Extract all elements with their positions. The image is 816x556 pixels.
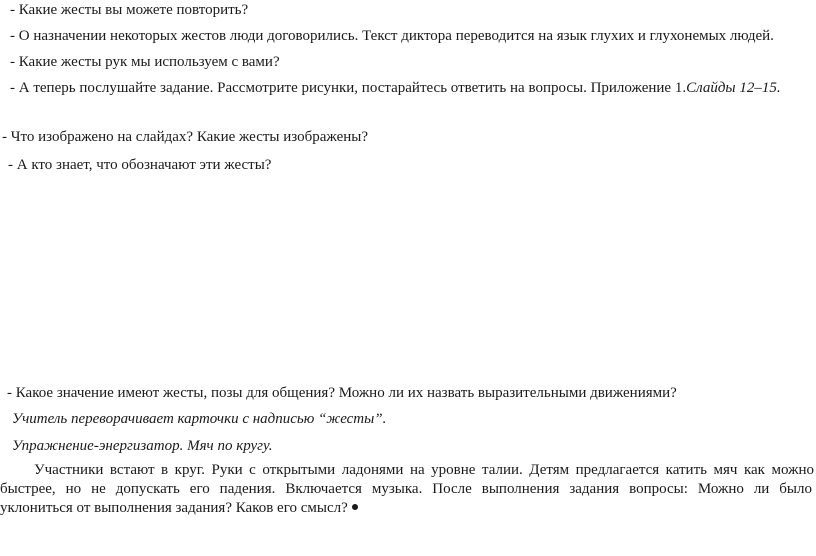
text-line-1: - Какие жесты вы можете повторить? [10,2,249,18]
text-line-4 [10,79,781,97]
paragraph-line-3-text: уклониться от выполнения задания? Каков его смысл? [0,500,348,516]
text-line-8-c: . [382,411,387,427]
text-line-4-main: - А теперь послушайте задание. Рассмотрите рисунки, постарайтесь ответить на вопросы. Приложение 1. [10,80,687,96]
text-line-5: - Что изображено на слайдах? Какие жесты изображены? [2,129,368,145]
text-line-8-quote: “жесты” [318,411,383,427]
paragraph-line-1: Участники встают в круг. Руки с открытыми ладонями на уровне талии. Детям предлагается катить мяч как можно [34,462,814,478]
text-line-9: Упражнение-энергизатор. Мяч по кругу. [12,438,273,454]
text-line-4-italic: Слайды 12–15. [686,80,781,96]
text-line-7: - Какое значение имеют жесты, позы для общения? Можно ли их назвать выразительными движениями? [7,385,677,401]
text-line-8 [12,410,386,428]
text-line-3: - Какие жесты рук мы используем с вами? [10,54,280,70]
text-line-6: - А кто знает, что обозначают эти жесты? [8,157,272,173]
text-line-2: - О назначении некоторых жестов люди договорились. Текст диктора переводится на язык глухих и глухонемых людей. [10,28,774,44]
paragraph-line-2: быстрее, но не допускать его падения. Включается музыка. После выполнения задания вопросы: Можно ли было [0,481,812,497]
paragraph-line-3 [0,499,358,517]
bullet-dot-icon [352,504,358,510]
text-line-8-a: Учитель переворачивает карточки с надписью [12,411,319,427]
